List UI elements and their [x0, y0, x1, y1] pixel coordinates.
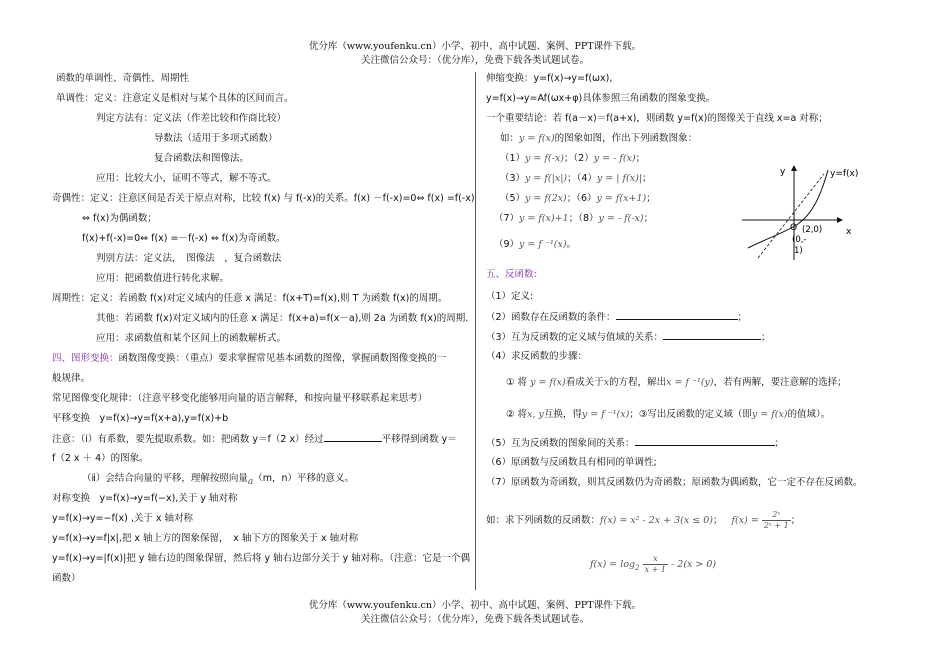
fill-in-blank[interactable]: [635, 436, 775, 446]
footer-line-2: 关注微信公众号：（优分库），免费下载各类试题试卷。: [360, 614, 589, 625]
symmetry-abs-f-2: 函数）: [52, 573, 81, 584]
graph-transform-text-2: 般规律。: [52, 373, 91, 384]
shift-note-3: （ⅱ）会结合向量的平移，理解按照向量a（m，n）平移的意义。: [82, 473, 355, 487]
monotonic-method-2: 导数法（适用于多项式函数）: [154, 133, 278, 144]
inverse-odd-even: （7）原函数为奇函数，则其反函数仍为奇函数；原函数为偶函数，它一定不存在反函数。: [486, 477, 863, 488]
page-footer: [0, 599, 950, 627]
parity-odd: f(x)+f(-x)=0⇔ f(x) =－f(-x) ⇔ f(x)为奇函数。: [82, 233, 286, 244]
graph-transform-text: 函数图像变换：（重点）要求掌握常见基本函数的图像，掌握函数图像变换的一: [118, 353, 447, 364]
monotonic-method-3: 复合函数法和图像法。: [154, 153, 250, 164]
fill-in-blank[interactable]: [616, 310, 738, 320]
graph-transform-line: [52, 352, 446, 366]
important-conclusion: 一个重要结论：若 f(a－x)＝f(a+x)，则函数 y=f(x)的图像关于直线 x=a 对称；: [486, 113, 828, 124]
inverse-steps: （4）求反函数的步骤：: [486, 351, 588, 362]
point-0-minus1-label-2: 1): [794, 246, 803, 256]
header-line-1: 优分库（www.youfenku.cn）小学、初中、高中试题、案例、PPT课件下载。: [308, 41, 642, 52]
vector-a: a: [247, 477, 254, 487]
period-application: 应用：求函数值和某个区间上的函数解析式。: [96, 333, 287, 344]
page-header: [0, 40, 950, 68]
example-intro: 如：y = f(x)的图象如图，作出下列函数图象：: [500, 133, 698, 144]
section-title: 函数的单调性、奇偶性、周期性: [56, 73, 190, 84]
period-other: 其他：若函数 f(x)对定义域内的任意 x 满足：f(x+a)=f(x－a),则 2a 为函数 f(x)的周期.: [96, 313, 469, 324]
y-axis-label: y: [780, 167, 786, 177]
exercise-row-3: （5）y = f(2x)；（6）y = f(x+1)；: [500, 193, 656, 204]
inverse-monotonic: （6）原函数与反函数具有相同的单调性;: [486, 457, 657, 468]
exercise-row-4: （7）y = f(x)+1；（8）y = - f(-x)；: [494, 213, 654, 224]
inverse-step-1: ① 将 y = f(x)看成关于x的方程，解出x = f ⁻¹(y)，若有两解，要注意解的选择；: [506, 377, 847, 388]
monotonic-application: 应用：比较大小，证明不等式，解不等式。: [96, 173, 277, 184]
shift-note-2: f（2 x ＋ 4）的图象。: [52, 453, 149, 464]
parity-even: ⇔ f(x)为偶函数；: [82, 213, 157, 224]
fill-in-blank[interactable]: [324, 432, 382, 442]
shift-note-1: 注意：（ⅰ）有系数，要先提取系数。如：把函数 y＝f（2 x）经过 平移得到函数 y＝: [52, 434, 457, 445]
fraction-2x: $\frac{\text{2ˣ}}{\text{2ˣ + 1}}$: [763, 510, 789, 530]
stretch-1: 伸缩变换：y=f(x)→y=f(ωx),: [486, 73, 613, 84]
header-line-2: 关注微信公众号：（优分库），免费下载各类试题试卷。: [360, 55, 589, 66]
monotonic-method-1: 判定方法有：定义法（作差比较和作商比较）: [96, 113, 287, 124]
point-2-0-label: (2,0): [802, 225, 823, 235]
exercise-row-5: （9）y = f ⁻¹(x)。: [494, 239, 577, 250]
function-graph: [738, 160, 868, 265]
inverse-step-2: ② 将x, y互换，得y = f ⁻¹(x)；③写出反函数的定义域（即y = f(x)的值域）。: [506, 409, 831, 420]
exercise-row-2: （3）y = f(|x|)；（4）y = | f(x)|；: [500, 173, 652, 184]
period-definition: 周期性：定义：若函数 f(x)对定义域内的任意 x 满足：f(x+T)=f(x),则 T 为函数 f(x)的周期。: [52, 293, 448, 304]
footer-line-1: 优分库（www.youfenku.cn）小学、初中、高中试题、案例、PPT课件下载。: [308, 600, 642, 611]
point-0-minus1-label: (0,-: [792, 235, 807, 245]
shift-rule: 平移变换 y=f(x)→y=f(x+a),y=f(x)+b: [52, 413, 229, 424]
symmetry-abs-f: y=f(x)→y=|f(x)|把 y 轴右边的图象保留，然后将 y 轴右边部分关于 y 轴对称。（注意：它是一个偶: [52, 553, 471, 564]
stretch-2: y=f(x)→y=Af(ωx+φ)具体参照三角函数的图象变换。: [486, 93, 716, 104]
symmetry-rule: 对称变换 y=f(x)→y=f(−x),关于 y 轴对称: [52, 493, 238, 504]
column-divider: [475, 72, 476, 590]
x-axis-label: x: [846, 227, 852, 237]
inverse-heading: 五、反函数:: [486, 269, 537, 280]
symmetry-x-axis: y=f(x)→y=−f(x) ,关于 x 轴对称: [52, 513, 194, 524]
symmetry-abs-x: y=f(x)→y=f|x|,把 x 轴上方的图象保留， x 轴下方的图象关于 x 轴对称: [52, 533, 359, 544]
curve-f: [748, 170, 828, 248]
inverse-graph-relation: （5）互为反函数的图象间的关系： ；: [486, 438, 785, 449]
asymptote: [758, 174, 824, 258]
graph-transform-heading: 四、图形变换：: [52, 353, 119, 364]
parity-judge: 判别方法：定义法， 图像法 ，复合函数法: [96, 253, 282, 264]
common-rule: 常见图像变化规律：（注意平移变化能够用向量的语言解释，和按向量平移联系起来思考）: [52, 393, 428, 404]
fraction-x-over-x-plus-1: $\frac{x}{x + 1}$: [644, 554, 667, 574]
parity-application: 应用：把函数值进行转化求解。: [96, 273, 230, 284]
inverse-example-log: $f(x) = \log_2$ $\frac{x}{x + 1}$ - 2(x > 0): [590, 554, 717, 574]
monotonic-definition: 单调性：定义：注意定义是相对与某个具体的区间而言。: [56, 93, 294, 104]
fill-in-blank[interactable]: [663, 330, 761, 340]
exercise-row-1: （1）y = f(-x)；（2）y = - f(x)；: [500, 153, 646, 164]
inverse-definition: （1）定义:: [486, 291, 534, 302]
inverse-examples: 如：求下列函数的反函数：f(x) = x² - 2x + 3(x ≤ 0)； f(x) = $\frac{\text{2ˣ}}{\text{2ˣ + 1}}$ ；: [486, 510, 801, 530]
parity-definition: 奇偶性：定义：注意区间是否关于原点对称，比较 f(x) 与 f(-x)的关系。f(x) －f(-x)=0⇔ f(x) =f(-x): [52, 193, 475, 204]
inverse-condition: （2）函数存在反函数的条件： ；: [486, 312, 748, 323]
origin-label: O: [790, 223, 798, 233]
inverse-domain-range: （3）互为反函数的定义域与值域的关系： ；: [486, 332, 771, 343]
curve-label: y=f(x): [830, 169, 859, 179]
